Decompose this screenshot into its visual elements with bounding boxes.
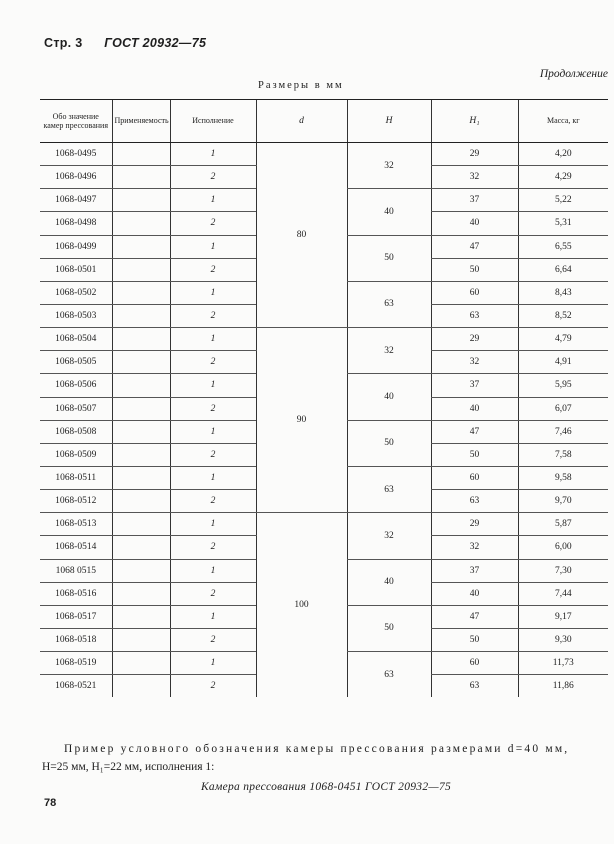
cell-code: 1068-0518 <box>40 628 112 651</box>
cell-usage <box>112 628 170 651</box>
cell-h: 50 <box>347 235 431 281</box>
cell-usage <box>112 351 170 374</box>
cell-h1: 32 <box>431 166 518 189</box>
cell-code: 1068-0514 <box>40 536 112 559</box>
cell-usage <box>112 652 170 675</box>
cell-usage <box>112 420 170 443</box>
cell-version: 2 <box>170 582 256 605</box>
cell-version: 2 <box>170 351 256 374</box>
cell-h: 63 <box>347 652 431 698</box>
cell-usage <box>112 258 170 281</box>
cell-code: 1068 0515 <box>40 559 112 582</box>
cell-mass: 4,91 <box>518 351 608 374</box>
cell-h1: 37 <box>431 374 518 397</box>
cell-version: 1 <box>170 559 256 582</box>
cell-h: 50 <box>347 420 431 466</box>
cell-usage <box>112 328 170 351</box>
cell-code: 1068-0521 <box>55 681 97 692</box>
cell-mass: 5,87 <box>518 513 608 536</box>
col-header-designation: Обо значение камер прессования <box>40 100 112 143</box>
cell-d: 80 <box>256 143 347 328</box>
cell-version: 2 <box>170 443 256 466</box>
cell-h: 40 <box>347 559 431 605</box>
cell-usage <box>112 166 170 189</box>
cell-h1: 32 <box>431 351 518 374</box>
cell-version: 1 <box>170 374 256 397</box>
cell-code: 1068-0512 <box>40 490 112 513</box>
cell-mass: 6,55 <box>518 235 608 258</box>
cell-h: 32 <box>347 328 431 374</box>
cell-code: 1068-0505 <box>40 351 112 374</box>
page-number: 78 <box>44 797 57 809</box>
cell-version: 2 <box>170 258 256 281</box>
table-header-row <box>40 100 608 143</box>
cell-mass: 9,58 <box>518 466 608 489</box>
cell-version: 1 <box>170 328 256 351</box>
cell-usage <box>112 582 170 605</box>
cell-h: 40 <box>347 189 431 235</box>
cell-h1: 37 <box>431 189 518 212</box>
cell-code: 1068-0511 <box>40 466 112 489</box>
cell-code: 1068-0502 <box>40 281 112 304</box>
cell-d: 90 <box>256 328 347 513</box>
page-label: Стр. 3 <box>44 36 83 50</box>
cell-usage <box>112 513 170 536</box>
table-row <box>40 328 608 351</box>
cell-usage <box>112 212 170 235</box>
cell-mass: 9,30 <box>518 628 608 651</box>
cell-usage <box>112 281 170 304</box>
table-body <box>40 143 608 698</box>
cell-mass: 11,86 <box>518 675 608 698</box>
cell-h: 40 <box>347 374 431 420</box>
dimensions-note: Размеры в мм <box>258 80 344 91</box>
cell-mass: 6,00 <box>518 536 608 559</box>
cell-usage <box>112 304 170 327</box>
cell-usage <box>112 536 170 559</box>
col-header-d: d <box>256 100 347 143</box>
cell-h1: 47 <box>431 235 518 258</box>
cell-h1: 60 <box>431 466 518 489</box>
cell-usage <box>112 235 170 258</box>
continuation-label: Продолжение <box>539 68 608 80</box>
cell-code: 1068-0506 <box>40 374 112 397</box>
spec-table <box>40 99 608 697</box>
table-row <box>40 513 608 536</box>
cell-version: 2 <box>170 490 256 513</box>
cell-mass: 9,17 <box>518 605 608 628</box>
cell-h: 63 <box>347 466 431 512</box>
cell-mass: 5,31 <box>518 212 608 235</box>
cell-mass: 9,70 <box>518 490 608 513</box>
cell-code: 1068-0503 <box>40 304 112 327</box>
cell-version: 2 <box>170 304 256 327</box>
cell-version: 1 <box>170 235 256 258</box>
cell-code: 1068-0498 <box>40 212 112 235</box>
page-header <box>44 36 206 50</box>
cell-h1: 32 <box>431 536 518 559</box>
cell-h1: 29 <box>431 143 518 166</box>
cell-mass: 7,44 <box>518 582 608 605</box>
cell-usage <box>112 490 170 513</box>
col-header-h: H <box>347 100 431 143</box>
cell-version: 2 <box>170 628 256 651</box>
cell-h1: 63 <box>431 675 518 698</box>
cell-usage <box>112 374 170 397</box>
cell-code: 1068-0513 <box>40 513 112 536</box>
cell-usage <box>112 143 170 166</box>
cell-h1: 40 <box>431 582 518 605</box>
cell-code: 1068-0495 <box>40 143 112 166</box>
cell-mass: 4,29 <box>518 166 608 189</box>
cell-h1: 50 <box>431 258 518 281</box>
cell-mass: 7,58 <box>518 443 608 466</box>
cell-usage <box>112 605 170 628</box>
cell-version: 2 <box>170 166 256 189</box>
cell-mass: 5,22 <box>518 189 608 212</box>
cell-code: 1068-0504 <box>40 328 112 351</box>
cell-h1: 40 <box>431 397 518 420</box>
cell-usage <box>112 443 170 466</box>
cell-version: 1 <box>170 513 256 536</box>
example-designation: Камера прессования 1068-0451 ГОСТ 20932—75 <box>200 781 452 793</box>
cell-mass: 5,95 <box>518 374 608 397</box>
cell-mass: 8,52 <box>518 304 608 327</box>
col-header-version: Исполнение <box>170 100 256 143</box>
cell-code: 1068-0519 <box>40 652 112 675</box>
cell-mass: 6,07 <box>518 397 608 420</box>
cell-code: 1068-0507 <box>40 397 112 420</box>
cell-code: 1068-0496 <box>40 166 112 189</box>
cell-h: 50 <box>347 605 431 651</box>
cell-h1: 63 <box>431 304 518 327</box>
example-line-2: H=25 мм, H₁=22 мм, исполнения 1: <box>42 761 215 773</box>
cell-version: 1 <box>170 652 256 675</box>
example-line-1: Пример условного обозначения камеры прессования размерами d=40 мм, <box>64 743 570 755</box>
cell-usage <box>112 675 170 698</box>
cell-mass: 4,20 <box>518 143 608 166</box>
cell-h1: 29 <box>431 328 518 351</box>
cell-version: 2 <box>170 675 256 698</box>
cell-h: 63 <box>347 281 431 327</box>
cell-h1: 63 <box>431 490 518 513</box>
cell-version: 1 <box>170 466 256 489</box>
cell-version: 1 <box>170 143 256 166</box>
cell-usage <box>112 189 170 212</box>
standard-number: ГОСТ 20932—75 <box>104 36 207 50</box>
cell-code: 1068-0499 <box>40 235 112 258</box>
cell-usage <box>112 559 170 582</box>
cell-version: 1 <box>170 605 256 628</box>
cell-version: 2 <box>170 212 256 235</box>
cell-code: 1068-0497 <box>40 189 112 212</box>
cell-h1: 60 <box>431 652 518 675</box>
cell-code: 1068-0508 <box>40 420 112 443</box>
cell-h1: 60 <box>431 281 518 304</box>
cell-version: 1 <box>170 281 256 304</box>
col-header-usage: Применяемость <box>112 100 170 143</box>
cell-d: 100 <box>256 513 347 698</box>
cell-version: 1 <box>170 189 256 212</box>
col-header-mass: Масса, кг <box>518 100 608 143</box>
cell-usage <box>112 466 170 489</box>
cell-h: 32 <box>347 143 431 189</box>
cell-code: 1068-0516 <box>40 582 112 605</box>
cell-h1: 47 <box>431 605 518 628</box>
cell-h: 32 <box>347 513 431 559</box>
cell-h1: 50 <box>431 443 518 466</box>
cell-h1: 40 <box>431 212 518 235</box>
cell-usage <box>112 397 170 420</box>
cell-h1: 50 <box>431 628 518 651</box>
cell-code: 1068-0517 <box>40 605 112 628</box>
designation-example <box>42 740 610 796</box>
cell-h1: 37 <box>431 559 518 582</box>
cell-h1: 47 <box>431 420 518 443</box>
col-header-h1: H₁ <box>431 100 518 143</box>
cell-mass: 6,64 <box>518 258 608 281</box>
cell-mass: 8,43 <box>518 281 608 304</box>
cell-mass: 4,79 <box>518 328 608 351</box>
table-row <box>40 143 608 166</box>
cell-code: 1068-0509 <box>40 443 112 466</box>
cell-version: 2 <box>170 536 256 559</box>
cell-mass: 7,46 <box>518 420 608 443</box>
cell-version: 1 <box>170 420 256 443</box>
cell-code: 1068-0501 <box>40 258 112 281</box>
cell-mass: 11,73 <box>518 652 608 675</box>
cell-h1: 29 <box>431 513 518 536</box>
cell-mass: 7,30 <box>518 559 608 582</box>
cell-version: 2 <box>170 397 256 420</box>
